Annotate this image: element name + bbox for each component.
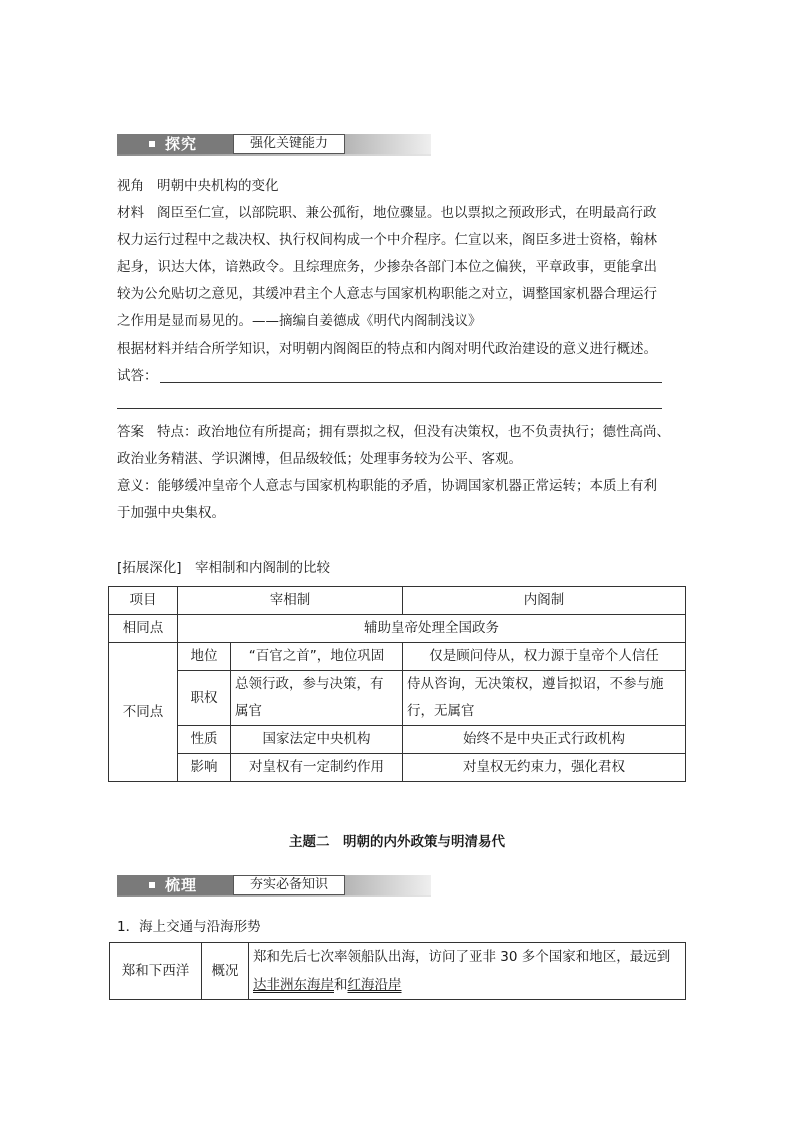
aspect-cell: 性质	[178, 726, 231, 754]
material-line	[117, 200, 687, 227]
header-chancellor: 宰相制	[178, 587, 403, 615]
answer-blank-line[interactable]	[160, 382, 662, 383]
cell-line: 行，无属官	[407, 703, 475, 719]
overview-cell	[249, 943, 686, 1000]
view-label: 视角	[117, 178, 144, 194]
cabinet-cell: 对皇权无约束力，强化君权	[403, 754, 686, 782]
aspect-cell: 职权	[178, 671, 231, 726]
chancellor-cell: 对皇权有一定制约作用	[231, 754, 403, 782]
cabinet-cell	[403, 671, 686, 726]
chancellor-cell: “百官之首”，地位巩固	[231, 643, 403, 671]
banner-fade	[345, 134, 431, 154]
table-row	[110, 943, 686, 1000]
table-row	[109, 615, 686, 643]
view-line	[117, 173, 687, 200]
square-bullet-icon	[149, 882, 155, 888]
table-header-row	[109, 587, 686, 615]
banner-fade	[345, 875, 431, 895]
table-row	[109, 643, 686, 671]
banner-tag: 探究	[165, 135, 198, 153]
answer-line: 于加强中央集权。	[117, 505, 225, 521]
aspect-cell: 地位	[178, 643, 231, 671]
table-row	[109, 671, 686, 726]
answer-text: 特点：政治地位有所提高；拥有票拟之权，但没有决策权，也不负责执行；德性高尚、	[157, 424, 670, 440]
maritime-table	[109, 942, 686, 1000]
banner-subtitle: 夯实必备知识	[233, 875, 345, 895]
overview-connector: 和	[334, 977, 348, 993]
cell-line: 侍从咨询，无决策权，遵旨拟诏，不参与施	[407, 676, 664, 692]
answer-line: 意义：能够缓冲皇帝个人意志与国家机构职能的矛盾，协调国家机器正常运转；本质上有利	[117, 478, 657, 494]
header-item: 项目	[109, 587, 178, 615]
cabinet-cell: 仅是顾问侍从，权力源于皇帝个人信任	[403, 643, 686, 671]
extension-title: [拓展深化] 宰相制和内阁制的比较	[117, 560, 331, 576]
banner-tag: 梳理	[165, 876, 198, 894]
header-cabinet: 内阁制	[403, 587, 686, 615]
diff-label: 不同点	[109, 643, 178, 782]
blank-answer: 红海沿岸	[347, 977, 402, 993]
answer-line: 政治业务精湛、学识渊博，但品级较低；处理事务较为公平、客观。	[117, 451, 522, 467]
blank-answer: 达非洲东海岸	[253, 977, 334, 993]
theme-title: 主题二 明朝的内外政策与明清易代	[289, 834, 505, 850]
material-label: 材料	[117, 205, 144, 221]
answer-label: 答案	[117, 424, 144, 440]
material-line: 权力运行过程中之裁决权、执行权间构成一个中介程序。仁宣以来，阁臣多进士资格，翰林	[117, 232, 657, 248]
table-row	[109, 726, 686, 754]
chancellor-cell	[231, 671, 403, 726]
banner-subtitle: 强化关键能力	[233, 134, 345, 154]
banner-underline	[117, 895, 431, 897]
aspect-cell: 影响	[178, 754, 231, 782]
material-line: 较为公允贴切之意见，其缓冲君主个人意志与国家机构职能之对立，调整国家机器合理运行	[117, 286, 657, 302]
material-text: 阁臣至仁宣，以部院职、兼公孤衔，地位骤显。也以票拟之预政形式，在明最高行政	[157, 205, 657, 221]
table-row	[109, 754, 686, 782]
overview-line	[253, 971, 681, 999]
square-bullet-icon	[149, 141, 155, 147]
sort-banner	[117, 873, 431, 897]
cell-line: 属官	[235, 703, 262, 719]
material-line: 起身，识达大体，谙熟政令。且综理庶务，少掺杂各部门本位之偏狭，平章政事，更能拿出	[117, 259, 657, 275]
question-text: 根据材料并结合所学知识，对明朝内阁阁臣的特点和内阁对明代政治建设的意义进行概述。	[117, 341, 657, 357]
explore-banner	[117, 132, 431, 156]
material-line: 之作用是显而易见的。——摘编自姜德成《明代内阁制浅议》	[117, 313, 482, 329]
same-label: 相同点	[109, 615, 178, 643]
comparison-table	[108, 586, 686, 782]
aspect-cell: 概况	[202, 943, 249, 1000]
chancellor-cell: 国家法定中央机构	[231, 726, 403, 754]
cell-line: 总领行政，参与决策，有	[235, 676, 384, 692]
banner-underline	[117, 154, 431, 156]
answer-prompt: 试答：	[117, 368, 158, 384]
section-title: 1．海上交通与沿海形势	[117, 919, 261, 935]
same-text: 辅助皇帝处理全国政务	[178, 615, 686, 643]
cabinet-cell: 始终不是中央正式行政机构	[403, 726, 686, 754]
view-text: 明朝中央机构的变化	[157, 178, 279, 194]
answer-line	[117, 419, 687, 446]
event-cell: 郑和下西洋	[110, 943, 202, 1000]
answer-blank-line[interactable]	[117, 408, 662, 409]
overview-line: 郑和先后七次率领船队出海，访问了亚非 30 多个国家和地区，最远到	[253, 949, 671, 965]
